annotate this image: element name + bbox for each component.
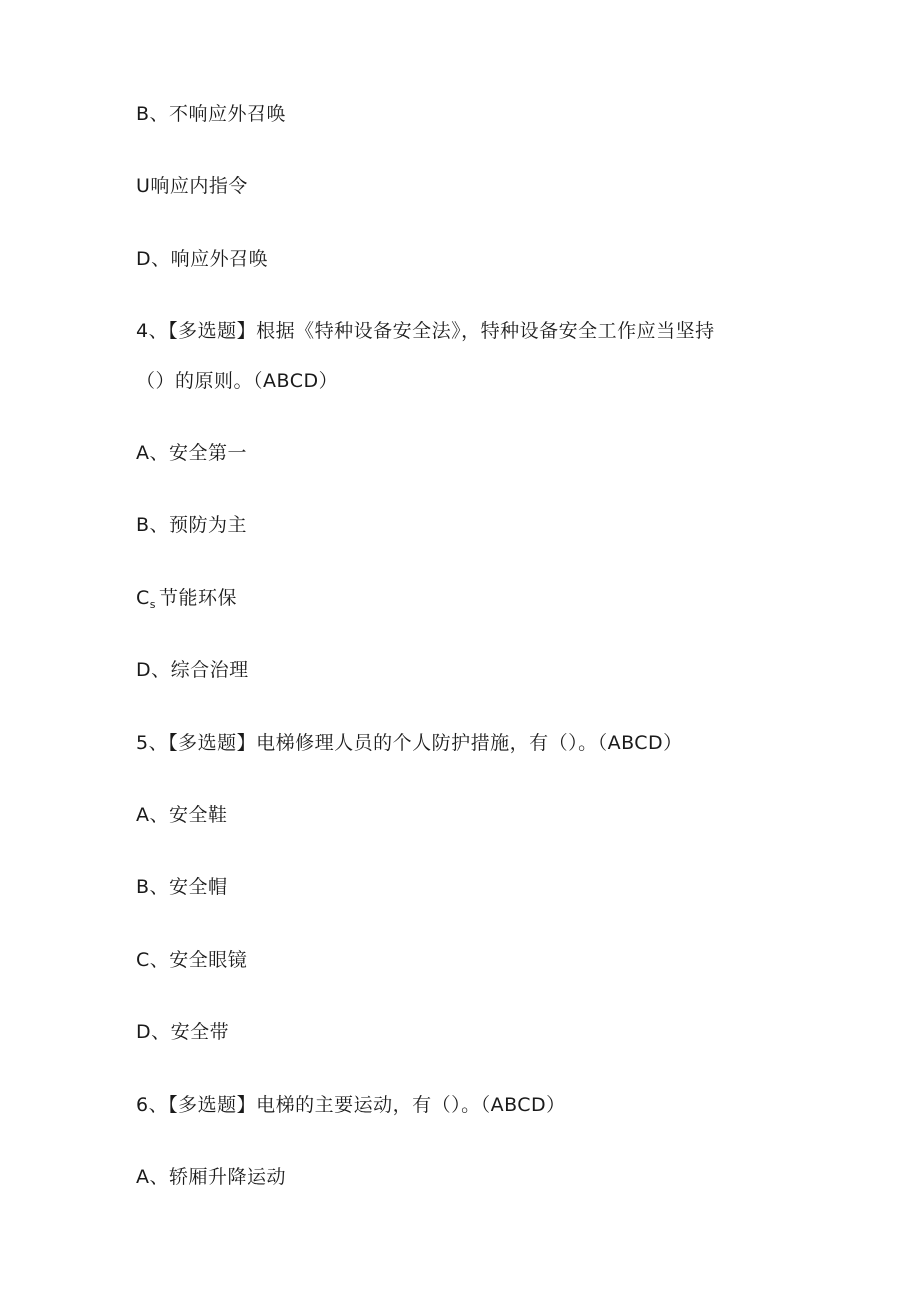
q5-stem: 5、【多选题】电梯修理人员的个人防护措施，有（）。（ABCD）: [136, 732, 683, 754]
q3-option-c: U响应内指令: [136, 175, 248, 197]
q4-stem-line2: （）的原则。（ABCD）: [136, 370, 339, 392]
q4-option-c-letter: C: [136, 587, 150, 609]
q5-option-a: A、安全鞋: [136, 804, 228, 826]
q4-option-c-text: 节能环保: [159, 587, 238, 609]
q4-option-c-subscript: s: [149, 598, 157, 611]
q5-option-b: B、安全帽: [136, 876, 228, 898]
q5-option-c: C、安全眼镜: [136, 949, 248, 971]
q3-option-d: D、响应外召唤: [136, 248, 269, 270]
q6-option-a: A、轿厢升降运动: [136, 1166, 286, 1188]
q4-option-a: A、安全第一: [136, 442, 247, 464]
q6-stem: 6、【多选题】电梯的主要运动，有（）。（ABCD）: [136, 1094, 566, 1116]
q4-stem-line1: 4、【多选题】根据《特种设备安全法》，特种设备安全工作应当坚持: [136, 320, 715, 342]
q4-option-d: D、综合治理: [136, 659, 249, 681]
q4-option-c: [136, 586, 237, 617]
q3-option-b: B、不响应外召唤: [136, 103, 287, 125]
q4-option-b: B、预防为主: [136, 514, 248, 536]
q5-option-d: D、安全带: [136, 1021, 230, 1043]
